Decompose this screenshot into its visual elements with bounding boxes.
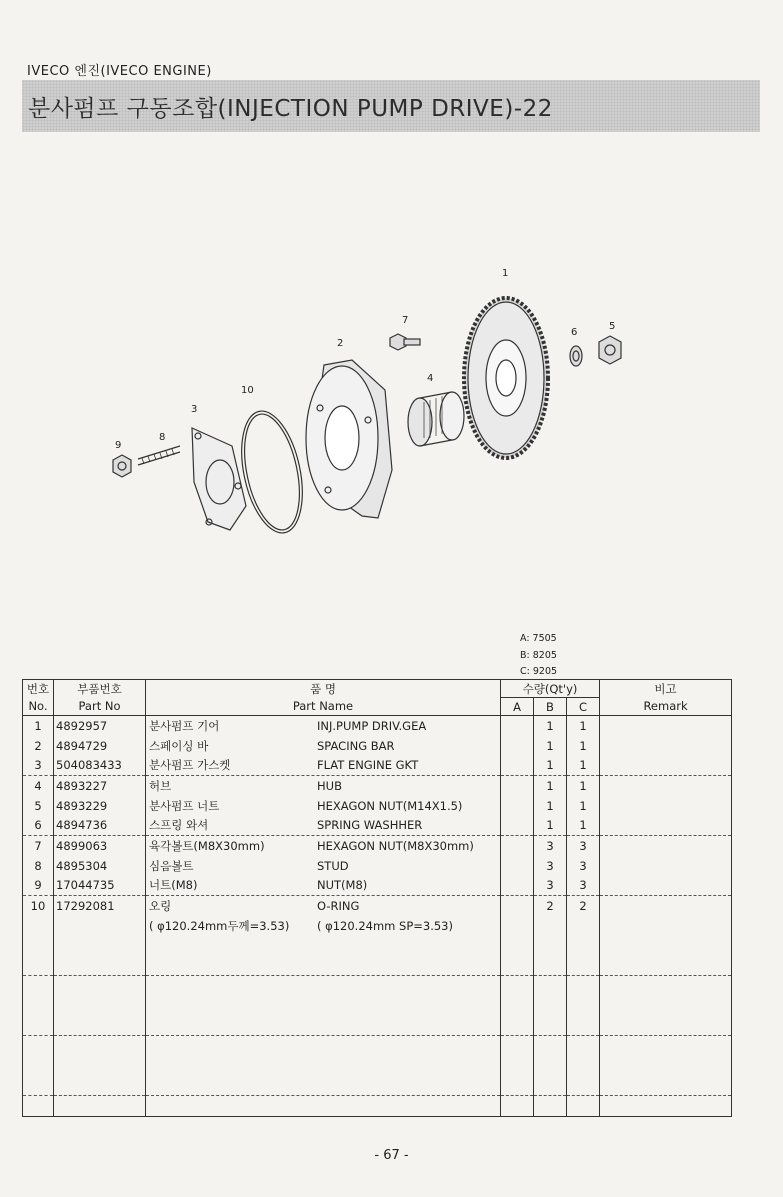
header-qty-c: C: [567, 698, 600, 716]
row-part-no: 4894736: [54, 815, 146, 835]
parts-table: [22, 679, 732, 1117]
table-row: [23, 836, 732, 856]
row-part-no: 4894729: [54, 736, 146, 756]
row-qty-c: 1: [567, 815, 600, 835]
row-part-no: 4893227: [54, 776, 146, 796]
row-part-name: [146, 836, 501, 856]
table-row: [23, 876, 732, 896]
row-no: 8: [23, 856, 54, 876]
hub-part: [408, 392, 464, 446]
row-part-name: [146, 856, 501, 876]
row-no: [23, 916, 54, 936]
hex-bolt-part: [390, 334, 420, 350]
callout-2: 2: [337, 338, 344, 349]
row-qty-a: [501, 755, 534, 775]
row-part-name: [146, 815, 501, 835]
table-row-empty: [23, 996, 732, 1016]
row-part-name: [146, 736, 501, 756]
row-no: 9: [23, 876, 54, 896]
table-row-empty: [23, 936, 732, 956]
header-category: IVECO 엔진(IVECO ENGINE): [27, 64, 212, 79]
row-ename: HEXAGON NUT(M14X1.5): [317, 798, 463, 813]
row-qty-b: 1: [534, 815, 567, 835]
row-ename: INJ.PUMP DRIV.GEA: [317, 718, 427, 733]
spring-washer-part: [570, 346, 582, 366]
row-qty-b: 1: [534, 796, 567, 816]
table-row: [23, 776, 732, 796]
hex-nut-part: [113, 455, 131, 477]
row-part-name: [146, 755, 501, 775]
row-no: 10: [23, 896, 54, 916]
row-qty-a: [501, 815, 534, 835]
row-part-no: 4899063: [54, 836, 146, 856]
row-ename: STUD: [317, 858, 349, 873]
table-row: [23, 736, 732, 756]
table-row: [23, 916, 732, 936]
table-row-empty: [23, 1096, 732, 1117]
row-qty-b: 2: [534, 896, 567, 916]
row-remark: [600, 856, 732, 876]
row-qty-c: 2: [567, 896, 600, 916]
callout-10: 10: [241, 385, 254, 396]
row-remark: [600, 876, 732, 896]
page-title: 분사펌프 구동조합(INJECTION PUMP DRIVE)-22: [28, 96, 553, 122]
row-remark: [600, 776, 732, 796]
callout-8: 8: [159, 432, 166, 443]
row-kname: 스페이싱 바: [149, 738, 209, 753]
row-part-no: 17292081: [54, 896, 146, 916]
row-part-name: [146, 876, 501, 896]
row-ename: SPRING WASHHER: [317, 818, 423, 833]
row-qty-b: 3: [534, 856, 567, 876]
model-legend: [520, 631, 557, 681]
row-qty-c: 3: [567, 876, 600, 896]
row-part-name: [146, 896, 501, 916]
table-row: [23, 796, 732, 816]
table-row-empty: [23, 1015, 732, 1035]
exploded-diagram: [80, 260, 660, 564]
row-qty-c: [567, 916, 600, 936]
row-qty-b: 1: [534, 736, 567, 756]
row-qty-b: 1: [534, 776, 567, 796]
row-remark: [600, 796, 732, 816]
row-ename: HUB: [317, 778, 342, 793]
row-qty-a: [501, 836, 534, 856]
row-ename: O-RING: [317, 899, 360, 914]
row-part-no: 17044735: [54, 876, 146, 896]
row-ename: SPACING BAR: [317, 738, 395, 753]
row-qty-a: [501, 876, 534, 896]
row-qty-c: 1: [567, 755, 600, 775]
table-row-empty: [23, 1075, 732, 1095]
header-remark-ko: 비고: [600, 680, 732, 698]
row-part-name: [146, 716, 501, 736]
header-name-ko: 품 명: [146, 680, 501, 698]
table-row: [23, 896, 732, 916]
row-qty-c: 3: [567, 856, 600, 876]
row-qty-b: [534, 916, 567, 936]
row-ename: ( φ120.24mm SP=3.53): [317, 918, 453, 933]
row-qty-c: 1: [567, 776, 600, 796]
row-qty-c: 1: [567, 796, 600, 816]
gear-nut-part: [599, 336, 621, 364]
header-no-ko: 번호: [23, 680, 54, 698]
table-row: [23, 716, 732, 736]
table-row-empty: [23, 975, 732, 995]
table-row-empty: [23, 1036, 732, 1056]
row-part-no: 4893229: [54, 796, 146, 816]
row-no: 4: [23, 776, 54, 796]
header-name-en: Part Name: [146, 698, 501, 716]
model-c: C: 9205: [520, 666, 558, 677]
row-remark: [600, 916, 732, 936]
row-part-no: 504083433: [54, 755, 146, 775]
row-part-name: [146, 916, 501, 936]
pump-gear-part: [464, 298, 548, 458]
row-no: 5: [23, 796, 54, 816]
callout-7: 7: [402, 315, 409, 326]
table-row: [23, 856, 732, 876]
row-remark: [600, 836, 732, 856]
row-part-no: [54, 916, 146, 936]
callout-6: 6: [571, 327, 578, 338]
row-qty-a: [501, 896, 534, 916]
row-qty-c: 1: [567, 716, 600, 736]
row-remark: [600, 716, 732, 736]
model-a: A: 7505: [520, 633, 557, 644]
row-no: 2: [23, 736, 54, 756]
row-qty-b: 3: [534, 836, 567, 856]
table-row: [23, 815, 732, 835]
row-qty-a: [501, 856, 534, 876]
row-part-name: [146, 796, 501, 816]
row-remark: [600, 736, 732, 756]
flat-gasket-part: [192, 428, 246, 530]
row-kname: 분사펌프 가스켓: [149, 758, 231, 773]
o-ring-part: [232, 406, 313, 539]
row-qty-c: 3: [567, 836, 600, 856]
row-qty-a: [501, 716, 534, 736]
row-remark: [600, 896, 732, 916]
row-part-no: 4892957: [54, 716, 146, 736]
callout-1: 1: [502, 268, 509, 279]
row-ename: FLAT ENGINE GKT: [317, 758, 419, 773]
page-number: - 67 -: [374, 1148, 409, 1163]
row-kname: 육각볼트(M8X30mm): [149, 838, 265, 853]
model-b: B: 8205: [520, 649, 557, 661]
header-qty: 수량(Qt'y): [501, 680, 600, 698]
table-row: [23, 755, 732, 775]
row-no: 7: [23, 836, 54, 856]
injection-pump-drive-drawing: [80, 260, 660, 560]
row-qty-a: [501, 916, 534, 936]
row-ename: HEXAGON NUT(M8X30mm): [317, 838, 474, 853]
callout-4: 4: [427, 373, 434, 384]
stud-part: [138, 446, 180, 465]
row-kname: 분사펌프 기어: [149, 718, 220, 733]
callout-5: 5: [609, 321, 616, 332]
row-kname: ( φ120.24mm두께=3.53): [149, 918, 290, 933]
row-part-no: 4895304: [54, 856, 146, 876]
callout-9: 9: [115, 440, 122, 451]
row-no: 1: [23, 716, 54, 736]
title-bar: [22, 80, 760, 132]
header-remark-en: Remark: [600, 698, 732, 716]
row-qty-b: 1: [534, 716, 567, 736]
row-qty-b: 1: [534, 755, 567, 775]
row-part-name: [146, 776, 501, 796]
header-qty-b: B: [534, 698, 567, 716]
row-remark: [600, 755, 732, 775]
row-kname: 너트(M8): [149, 878, 198, 893]
header-qty-a: A: [501, 698, 534, 716]
row-kname: 분사펌프 너트: [149, 798, 220, 813]
header-no-en: No.: [23, 698, 54, 716]
table-row-empty: [23, 955, 732, 975]
header-part-ko: 부품번호: [54, 680, 146, 698]
row-qty-c: 1: [567, 736, 600, 756]
spacing-housing-part: [306, 360, 392, 518]
row-no: 3: [23, 755, 54, 775]
row-kname: 오링: [149, 899, 172, 914]
row-no: 6: [23, 815, 54, 835]
row-qty-a: [501, 796, 534, 816]
row-kname: 심음볼트: [149, 858, 194, 873]
row-kname: 허브: [149, 778, 172, 793]
row-remark: [600, 815, 732, 835]
header-part-en: Part No: [54, 698, 146, 716]
callout-3: 3: [191, 404, 198, 415]
table-row-empty: [23, 1056, 732, 1076]
row-qty-a: [501, 736, 534, 756]
row-qty-b: 3: [534, 876, 567, 896]
row-ename: NUT(M8): [317, 878, 368, 893]
row-qty-a: [501, 776, 534, 796]
row-kname: 스프링 와셔: [149, 818, 209, 833]
